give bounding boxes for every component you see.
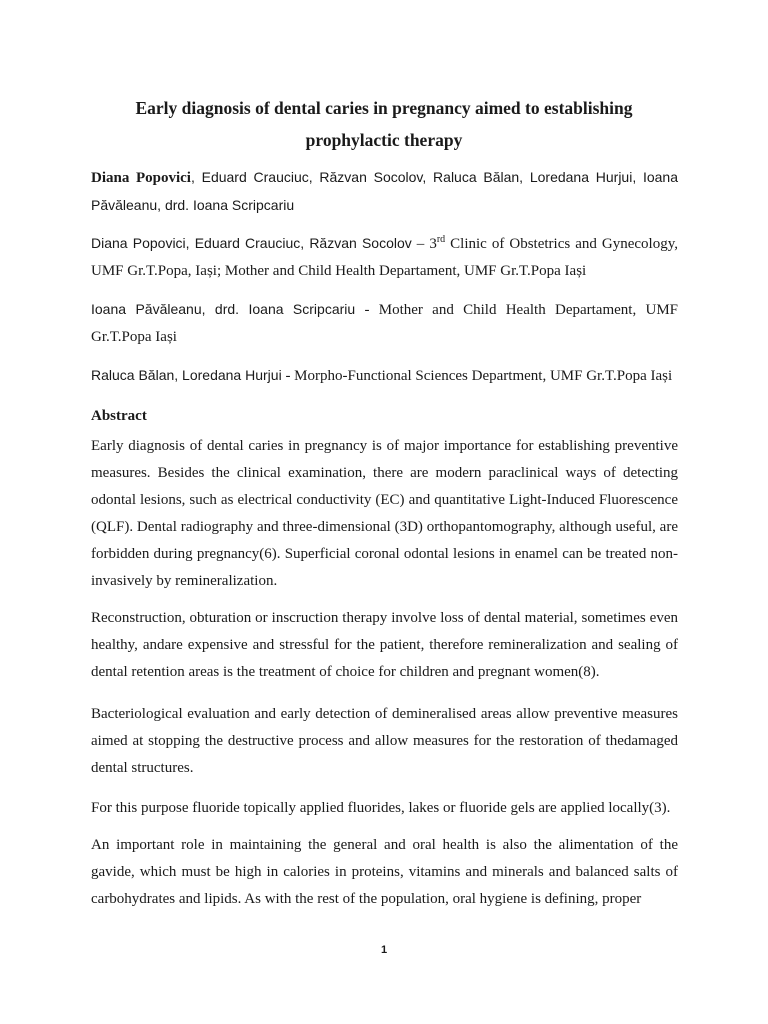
affiliation-1-names: Diana Popovici, Eduard Crauciuc, Răzvan Socolov bbox=[91, 235, 412, 251]
affiliation-3-names: Raluca Bălan, Loredana Hurjui bbox=[91, 367, 282, 383]
page-number: 1 bbox=[380, 944, 388, 956]
affiliation-1-ordinal: rd bbox=[436, 234, 446, 245]
affiliation-3 bbox=[91, 362, 678, 390]
affiliation-2-text: - Mother and Child Health Departament, UMF Gr.T.Popa Iași bbox=[91, 302, 678, 345]
abstract-paragraph-3: Bacteriological evaluation and early detection of demineralised areas allow preventive measures aimed at stopping the destructive process and allow measures for the restoration of thedamaged dental structures. bbox=[91, 706, 678, 776]
first-author: Diana Popovici bbox=[91, 170, 191, 186]
affiliation-3-text: - Morpho-Functional Sciences Department, UMF Gr.T.Popa Iași bbox=[281, 368, 673, 384]
title-line-2: prophylactic therapy bbox=[305, 130, 463, 150]
affiliation-2 bbox=[91, 296, 678, 351]
abstract-paragraph-2: Reconstruction, obturation or inscruction therapy involve loss of dental material, sometimes even healthy, andare expensive and stressful for the patient, therefore remineralization and sealing of dental retention areas is the treatment of choice for children and pregnant women(8). bbox=[91, 610, 678, 680]
affiliation-1 bbox=[91, 230, 678, 285]
paper-title bbox=[90, 92, 678, 156]
title-line-1: Early diagnosis of dental caries in pregnancy aimed to establishing bbox=[135, 98, 633, 118]
affiliation-2-names: Ioana Păvăleanu, drd. Ioana Scripcariu bbox=[91, 301, 356, 317]
co-authors: , Eduard Crauciuc, Răzvan Socolov, Raluca Bălan, Loredana Hurjui, Ioana Păvăleanu, drd. Ioana Scripcariu bbox=[91, 169, 679, 213]
abstract-heading: Abstract bbox=[91, 408, 147, 424]
abstract-paragraph-4: For this purpose fluoride topically applied fluorides, lakes or fluoride gels are applied locally(3). bbox=[91, 800, 671, 816]
abstract-paragraph-1: Early diagnosis of dental caries in pregnancy is of major importance for establishing preventive measures. Besides the clinical examination, there are modern paraclinical ways of detecting odontal lesions, such as electrical conductivity (EC) and quantitative Light-Induced Fluorescence (QLF). Dental radiography and three-dimensional (3D) orthopantomography, although useful, are forbidden during pregnancy(6). Superficial coronal odontal lesions in enamel can be treated non-invasively by remineralization. bbox=[91, 438, 678, 589]
affiliation-1-dash: – 3 bbox=[411, 236, 437, 252]
affiliation-1-text: Clinic of Obstetrics and Gynecology, UMF Gr.T.Popa, Iași; Mother and Child Health Departament, UMF Gr.T.Popa Iași bbox=[91, 236, 679, 279]
abstract-paragraph-5: An important role in maintaining the general and oral health is also the alimentation of the gavide, which must be high in calories in proteins, vitamins and minerals and balanced salts of carbohydrates and lipids. As with the rest of the population, oral hygiene is defining, proper bbox=[91, 837, 678, 907]
author-list bbox=[91, 164, 678, 220]
